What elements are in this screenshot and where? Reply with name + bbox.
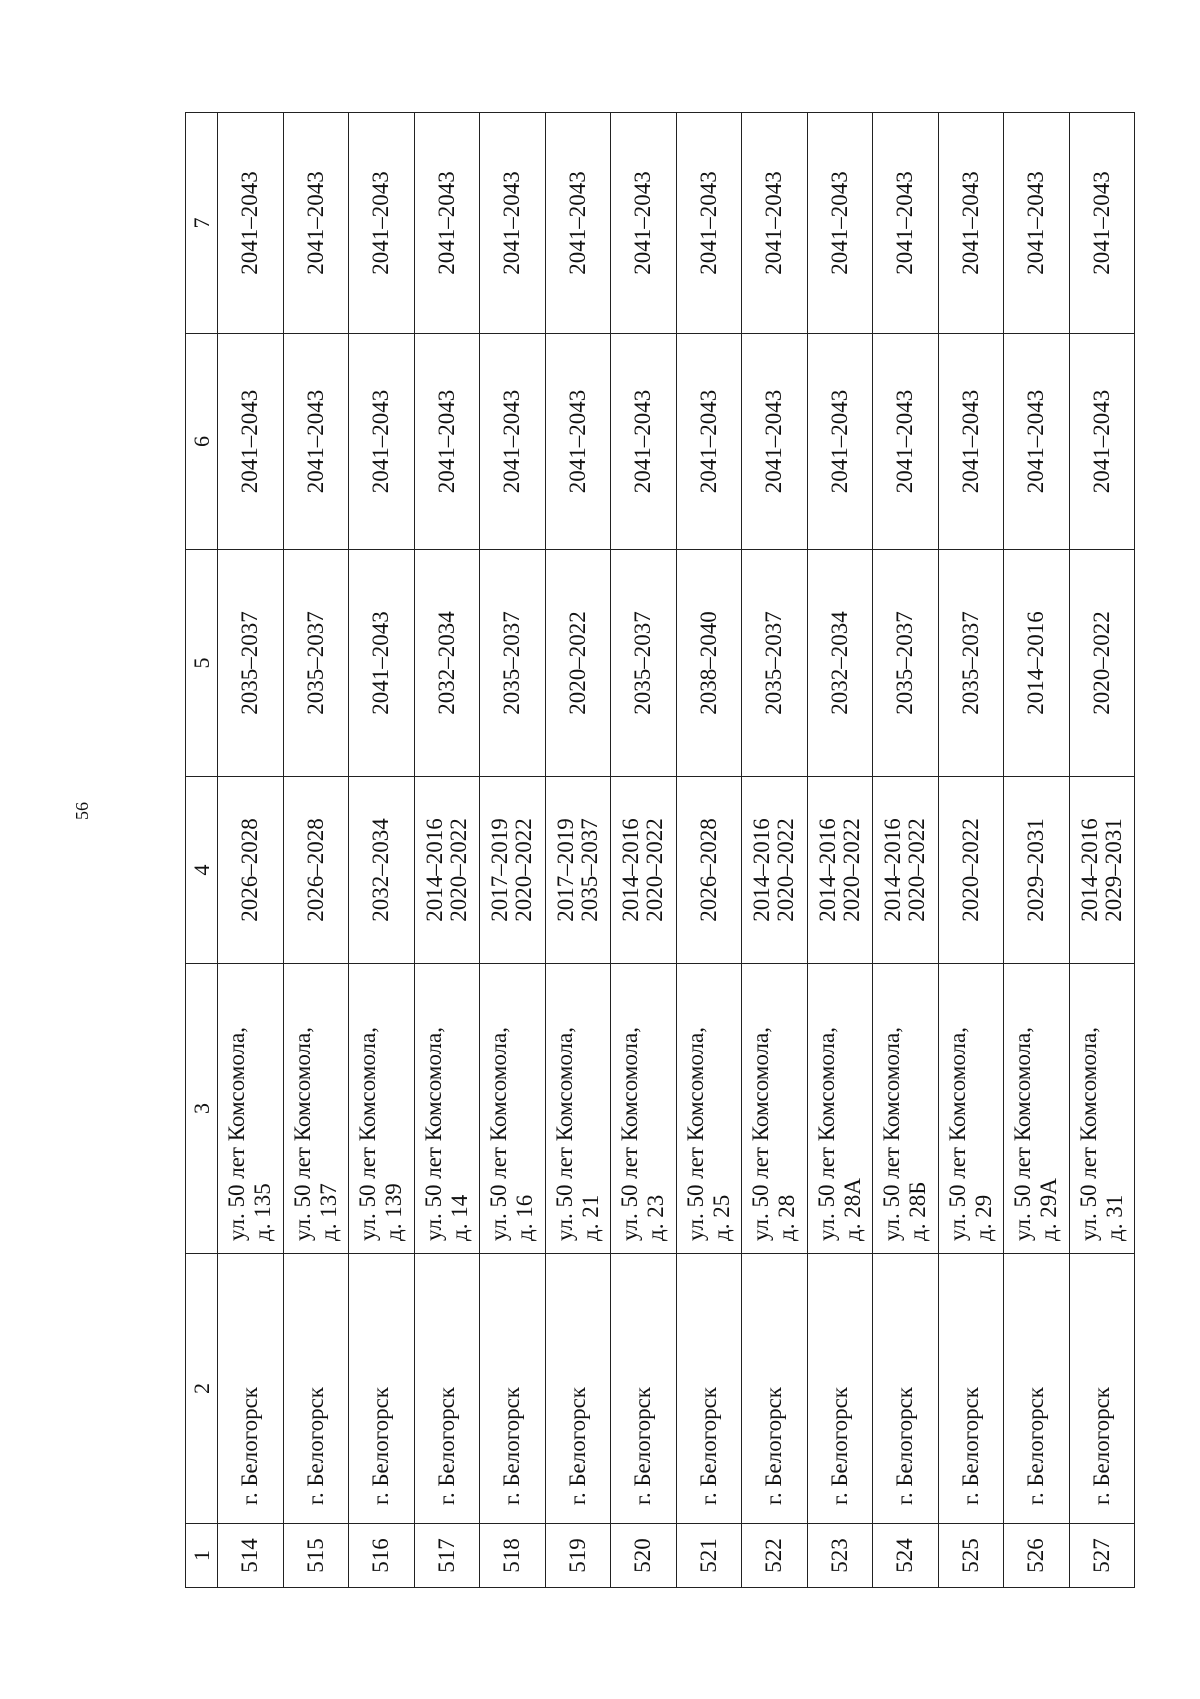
row-number-cell: 523 bbox=[807, 1524, 873, 1588]
period-col5-cell: 2035–2037 bbox=[218, 550, 284, 777]
period-col5-cell: 2032–2034 bbox=[807, 550, 873, 777]
address-cell-line: д. 29А bbox=[1036, 1178, 1062, 1241]
address-cell bbox=[611, 964, 677, 1254]
row-number-cell: 521 bbox=[676, 1524, 742, 1588]
period-col4-cell-line: 2020–2022 bbox=[445, 818, 471, 922]
period-col4-cell bbox=[742, 777, 808, 964]
period-col6-cell: 2041–2043 bbox=[742, 334, 808, 550]
row-number-cell: 522 bbox=[742, 1524, 808, 1588]
address-cell bbox=[349, 964, 415, 1254]
period-col4-cell bbox=[807, 777, 873, 964]
period-col4-cell-line: 2032–2034 bbox=[368, 818, 394, 922]
address-cell bbox=[283, 964, 349, 1254]
table-row bbox=[611, 113, 677, 1588]
address-cell bbox=[1004, 964, 1070, 1254]
period-col4-cell-line: 2014–2016 bbox=[1076, 818, 1102, 922]
address-cell bbox=[414, 964, 480, 1254]
page-number: 56 bbox=[72, 802, 92, 820]
address-cell bbox=[480, 964, 546, 1254]
period-col4-cell-line: 2029–2031 bbox=[1023, 818, 1049, 922]
period-col4-cell bbox=[283, 777, 349, 964]
city-cell: г. Белогорск bbox=[611, 1254, 677, 1524]
row-number-cell: 524 bbox=[873, 1524, 939, 1588]
city-cell: г. Белогорск bbox=[218, 1254, 284, 1524]
row-number-cell: 526 bbox=[1004, 1524, 1070, 1588]
period-col5-cell: 2041–2043 bbox=[349, 550, 415, 777]
period-col4-cell-line: 2026–2028 bbox=[695, 818, 721, 922]
period-col4-cell-line: 2017–2019 bbox=[552, 818, 578, 922]
table-row bbox=[1004, 113, 1070, 1588]
period-col4-cell-line: 2014–2016 bbox=[880, 818, 906, 922]
period-col4-cell bbox=[218, 777, 284, 964]
address-cell-line: ул. 50 лет Комсомола, bbox=[813, 1027, 839, 1241]
table-row bbox=[807, 113, 873, 1588]
address-cell-line: ул. 50 лет Комсомола, bbox=[486, 1027, 512, 1241]
period-col4-cell-line: 2020–2022 bbox=[773, 818, 799, 922]
period-col6-cell: 2041–2043 bbox=[283, 334, 349, 550]
period-col5-cell: 2035–2037 bbox=[283, 550, 349, 777]
table-row bbox=[545, 113, 611, 1588]
address-cell-line: ул. 50 лет Комсомола, bbox=[1010, 1027, 1036, 1241]
period-col6-cell: 2041–2043 bbox=[1004, 334, 1070, 550]
header-cell-1: 1 bbox=[186, 1524, 218, 1588]
table-body bbox=[218, 113, 1135, 1588]
period-col6-cell: 2041–2043 bbox=[414, 334, 480, 550]
period-col7-cell: 2041–2043 bbox=[349, 113, 415, 334]
table-row bbox=[283, 113, 349, 1588]
period-col4-cell-line: 2026–2028 bbox=[302, 818, 328, 922]
table-row bbox=[1069, 113, 1135, 1588]
city-cell: г. Белогорск bbox=[1069, 1254, 1135, 1524]
period-col5-cell: 2035–2037 bbox=[742, 550, 808, 777]
address-cell-line: д. 31 bbox=[1101, 1194, 1127, 1241]
period-col4-cell-line: 2014–2016 bbox=[814, 818, 840, 922]
header-cell-2: 2 bbox=[186, 1254, 218, 1524]
row-number-cell: 525 bbox=[938, 1524, 1004, 1588]
period-col5-cell: 2035–2037 bbox=[938, 550, 1004, 777]
period-col4-cell bbox=[414, 777, 480, 964]
address-cell-line: д. 139 bbox=[381, 1183, 407, 1241]
period-col6-cell: 2041–2043 bbox=[611, 334, 677, 550]
table-row bbox=[218, 113, 284, 1588]
period-col4-cell-line: 2020–2022 bbox=[511, 818, 537, 922]
period-col7-cell: 2041–2043 bbox=[676, 113, 742, 334]
address-cell-line: ул. 50 лет Комсомола, bbox=[617, 1027, 643, 1241]
address-cell bbox=[807, 964, 873, 1254]
period-col5-cell: 2038–2040 bbox=[676, 550, 742, 777]
period-col5-cell: 2032–2034 bbox=[414, 550, 480, 777]
period-col4-cell-line: 2029–2031 bbox=[1100, 818, 1126, 922]
city-cell: г. Белогорск bbox=[807, 1254, 873, 1524]
city-cell: г. Белогорск bbox=[283, 1254, 349, 1524]
address-cell-line: д. 137 bbox=[315, 1183, 341, 1241]
period-col5-cell: 2035–2037 bbox=[873, 550, 939, 777]
address-cell-line: д. 28Б bbox=[905, 1181, 931, 1241]
city-cell: г. Белогорск bbox=[414, 1254, 480, 1524]
period-col4-cell bbox=[480, 777, 546, 964]
address-cell-line: д. 14 bbox=[446, 1194, 472, 1241]
period-col6-cell: 2041–2043 bbox=[480, 334, 546, 550]
address-cell-line: д. 28А bbox=[839, 1178, 865, 1241]
period-col4-cell bbox=[349, 777, 415, 964]
period-col4-cell-line: 2014–2016 bbox=[618, 818, 644, 922]
schedule-table-container bbox=[185, 113, 1135, 1588]
period-col4-cell bbox=[1004, 777, 1070, 964]
address-cell bbox=[873, 964, 939, 1254]
header-row bbox=[186, 113, 218, 1588]
schedule-table bbox=[185, 112, 1135, 1588]
address-cell bbox=[545, 964, 611, 1254]
address-cell-line: д. 28 bbox=[774, 1194, 800, 1241]
address-cell bbox=[1069, 964, 1135, 1254]
period-col7-cell: 2041–2043 bbox=[218, 113, 284, 334]
period-col5-cell: 2020–2022 bbox=[1069, 550, 1135, 777]
row-number-cell: 518 bbox=[480, 1524, 546, 1588]
address-cell bbox=[676, 964, 742, 1254]
address-cell-line: ул. 50 лет Комсомола, bbox=[355, 1027, 381, 1241]
period-col4-cell bbox=[545, 777, 611, 964]
period-col7-cell: 2041–2043 bbox=[1004, 113, 1070, 334]
period-col6-cell: 2041–2043 bbox=[873, 334, 939, 550]
period-col4-cell bbox=[873, 777, 939, 964]
city-cell: г. Белогорск bbox=[349, 1254, 415, 1524]
address-cell bbox=[218, 964, 284, 1254]
period-col5-cell: 2035–2037 bbox=[611, 550, 677, 777]
address-cell-line: д. 25 bbox=[708, 1194, 734, 1241]
row-number-cell: 515 bbox=[283, 1524, 349, 1588]
city-cell: г. Белогорск bbox=[1004, 1254, 1070, 1524]
address-cell-line: ул. 50 лет Комсомола, bbox=[420, 1027, 446, 1241]
period-col4-cell-line: 2026–2028 bbox=[237, 818, 263, 922]
table-row bbox=[873, 113, 939, 1588]
period-col4-cell-line: 2017–2019 bbox=[487, 818, 513, 922]
period-col5-cell: 2014–2016 bbox=[1004, 550, 1070, 777]
city-cell: г. Белогорск bbox=[873, 1254, 939, 1524]
period-col7-cell: 2041–2043 bbox=[545, 113, 611, 334]
address-cell-line: ул. 50 лет Комсомола, bbox=[879, 1027, 905, 1241]
period-col4-cell-line: 2020–2022 bbox=[642, 818, 668, 922]
period-col4-cell bbox=[611, 777, 677, 964]
row-number-cell: 516 bbox=[349, 1524, 415, 1588]
period-col7-cell: 2041–2043 bbox=[283, 113, 349, 334]
header-cell-3: 3 bbox=[186, 964, 218, 1254]
city-cell: г. Белогорск bbox=[676, 1254, 742, 1524]
period-col6-cell: 2041–2043 bbox=[807, 334, 873, 550]
address-cell bbox=[742, 964, 808, 1254]
period-col4-cell-line: 2020–2022 bbox=[904, 818, 930, 922]
address-cell-line: ул. 50 лет Комсомола, bbox=[1075, 1027, 1101, 1241]
period-col4-cell bbox=[676, 777, 742, 964]
period-col7-cell: 2041–2043 bbox=[807, 113, 873, 334]
period-col4-cell-line: 2035–2037 bbox=[576, 818, 602, 922]
address-cell-line: ул. 50 лет Комсомола, bbox=[551, 1027, 577, 1241]
period-col4-cell-line: 2014–2016 bbox=[421, 818, 447, 922]
period-col6-cell: 2041–2043 bbox=[218, 334, 284, 550]
period-col5-cell: 2035–2037 bbox=[480, 550, 546, 777]
table-row bbox=[676, 113, 742, 1588]
period-col7-cell: 2041–2043 bbox=[414, 113, 480, 334]
period-col7-cell: 2041–2043 bbox=[742, 113, 808, 334]
city-cell: г. Белогорск bbox=[938, 1254, 1004, 1524]
period-col7-cell: 2041–2043 bbox=[873, 113, 939, 334]
row-number-cell: 519 bbox=[545, 1524, 611, 1588]
row-number-cell: 517 bbox=[414, 1524, 480, 1588]
table-row bbox=[349, 113, 415, 1588]
city-cell: г. Белогорск bbox=[742, 1254, 808, 1524]
address-cell-line: д. 16 bbox=[512, 1194, 538, 1241]
address-cell-line: ул. 50 лет Комсомола, bbox=[944, 1027, 970, 1241]
address-cell-line: ул. 50 лет Комсомола, bbox=[289, 1027, 315, 1241]
address-cell-line: д. 29 bbox=[970, 1194, 996, 1241]
period-col7-cell: 2041–2043 bbox=[1069, 113, 1135, 334]
period-col7-cell: 2041–2043 bbox=[611, 113, 677, 334]
header-cell-7: 7 bbox=[186, 113, 218, 334]
row-number-cell: 527 bbox=[1069, 1524, 1135, 1588]
address-cell-line: д. 21 bbox=[577, 1194, 603, 1241]
address-cell-line: ул. 50 лет Комсомола, bbox=[224, 1027, 250, 1241]
period-col6-cell: 2041–2043 bbox=[349, 334, 415, 550]
period-col4-cell-line: 2014–2016 bbox=[749, 818, 775, 922]
table-row bbox=[480, 113, 546, 1588]
city-cell: г. Белогорск bbox=[480, 1254, 546, 1524]
period-col4-cell bbox=[1069, 777, 1135, 964]
header-cell-5: 5 bbox=[186, 550, 218, 777]
period-col5-cell: 2020–2022 bbox=[545, 550, 611, 777]
period-col4-cell-line: 2020–2022 bbox=[957, 818, 983, 922]
period-col4-cell bbox=[938, 777, 1004, 964]
row-number-cell: 514 bbox=[218, 1524, 284, 1588]
address-cell-line: д. 23 bbox=[643, 1194, 669, 1241]
period-col6-cell: 2041–2043 bbox=[545, 334, 611, 550]
row-number-cell: 520 bbox=[611, 1524, 677, 1588]
address-cell-line: д. 135 bbox=[250, 1183, 276, 1241]
period-col4-cell-line: 2020–2022 bbox=[838, 818, 864, 922]
header-cell-6: 6 bbox=[186, 334, 218, 550]
address-cell-line: ул. 50 лет Комсомола, bbox=[748, 1027, 774, 1241]
period-col6-cell: 2041–2043 bbox=[676, 334, 742, 550]
table-row bbox=[414, 113, 480, 1588]
address-cell bbox=[938, 964, 1004, 1254]
period-col6-cell: 2041–2043 bbox=[938, 334, 1004, 550]
header-cell-4: 4 bbox=[186, 777, 218, 964]
period-col7-cell: 2041–2043 bbox=[480, 113, 546, 334]
table-row bbox=[938, 113, 1004, 1588]
table-row bbox=[742, 113, 808, 1588]
city-cell: г. Белогорск bbox=[545, 1254, 611, 1524]
period-col6-cell: 2041–2043 bbox=[1069, 334, 1135, 550]
address-cell-line: ул. 50 лет Комсомола, bbox=[682, 1027, 708, 1241]
period-col7-cell: 2041–2043 bbox=[938, 113, 1004, 334]
